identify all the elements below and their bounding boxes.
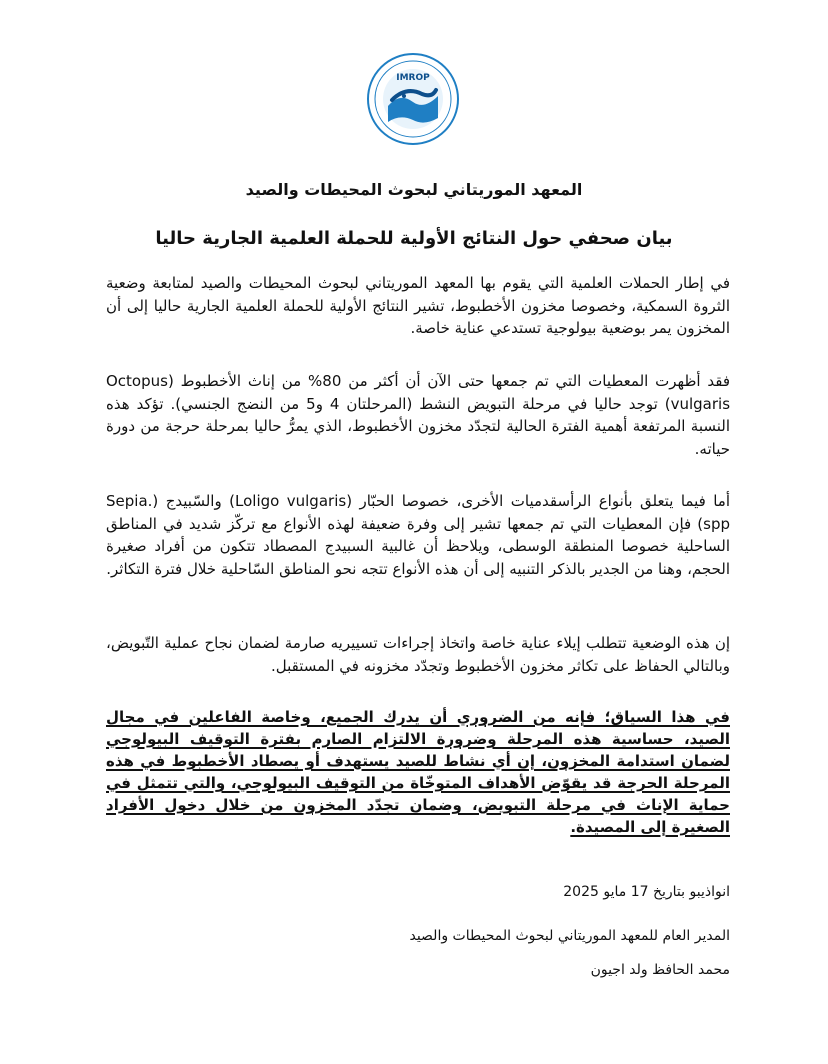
paragraph-cephalopods: أما فيما يتعلق بأنواع الرأسقدميات الأخرى، خصوصا الحبّار (Loligo vulgaris) والسّبيدج (.Sepia spp) فإن المعطيات التي تم جمعها تشير إلى وفرة ضعيفة لهذه الأنواع مع تركّز شديد في المناطق الساحلية خصوصا المنطقة الوسطى، ويلاحظ أن غالبية السبيدج المصطاد تتكون من أفراد صغيرة الحجم، وهنا من الجدير بالذكر التنبيه إلى أن هذه الأنواع تتجه نحو المناطق السّاحلية خلال فترة التكاثر. bbox=[106, 492, 730, 578]
imrop-logo bbox=[366, 52, 460, 146]
signatory-name: محمد الحافظ ولد اجيون bbox=[590, 962, 730, 978]
institute-name: المعهد الموريتاني لبحوث المحيطات والصيد bbox=[245, 180, 583, 199]
signatory-role: المدير العام للمعهد الموريتاني لبحوث المحيطات والصيد bbox=[409, 928, 730, 944]
paragraph-intro: في إطار الحملات العلمية التي يقوم بها المعهد الموريتاني لبحوث المحيطات والصيد لمتابعة وضعية الثروة السمكية، وخصوصا مخزون الأخطبوط، تشير النتائج الأولية للحملة العلمية الجارية حاليا إلى أن المخزون يمر بوضعية بيولوجية تستدعي عناية خاصة. bbox=[106, 274, 730, 337]
press-release-title: بيان صحفي حول النتائج الأولية للحملة العلمية الجارية حاليا bbox=[155, 228, 673, 249]
place-date: انواذيبو بتاريخ 17 مايو 2025 bbox=[563, 884, 730, 900]
paragraph-warning: في هذا السياق؛ فإنه من الضروري أن يدرك الجميع، وخاصة الفاعلين في مجال الصيد، حساسية هذه المرحلة وضرورة الالتزام الصارم بفترة التوقيف البيولوجي لضمان استدامة المخزون، إن أي نشاط للصيد يستهدف أو يصطاد الأخطبوط في هذه المرحلة الحرجة قد يقوّض الأهداف المتوخّاة من التوقيف البيولوجي، والتي تتمثل في حماية الإناث في مرحلة التبويض، وضمان تجدّد المخزون من خلال دخول الأفراد الصغيرة إلى المصيدة. bbox=[106, 708, 730, 836]
logo-text: IMROP bbox=[396, 73, 430, 83]
fish-wave-emblem-icon bbox=[366, 52, 460, 146]
paragraph-octopus: فقد أظهرت المعطيات التي تم جمعها حتى الآن أن أكثر من 80% من إناث الأخطبوط (Octopus vulgaris) توجد حاليا في مرحلة التبويض النشط (المرحلتان 4 و5 من النضج الجنسي). تؤكد هذه النسبة المرتفعة أهمية الفترة الحالية لتجدّد مخزون الأخطبوط، الذي يمرُّ حاليا بمرحلة حرجة من دورة حياته. bbox=[106, 372, 731, 458]
paragraph-measures: إن هذه الوضعية تتطلب إيلاء عناية خاصة واتخاذ إجراءات تسييريه صارمة لضمان نجاح عملية التّبويض، وبالتالي الحفاظ على تكاثر مخزون الأخطبوط وتجدّد مخزونه في المستقبل. bbox=[106, 634, 730, 675]
